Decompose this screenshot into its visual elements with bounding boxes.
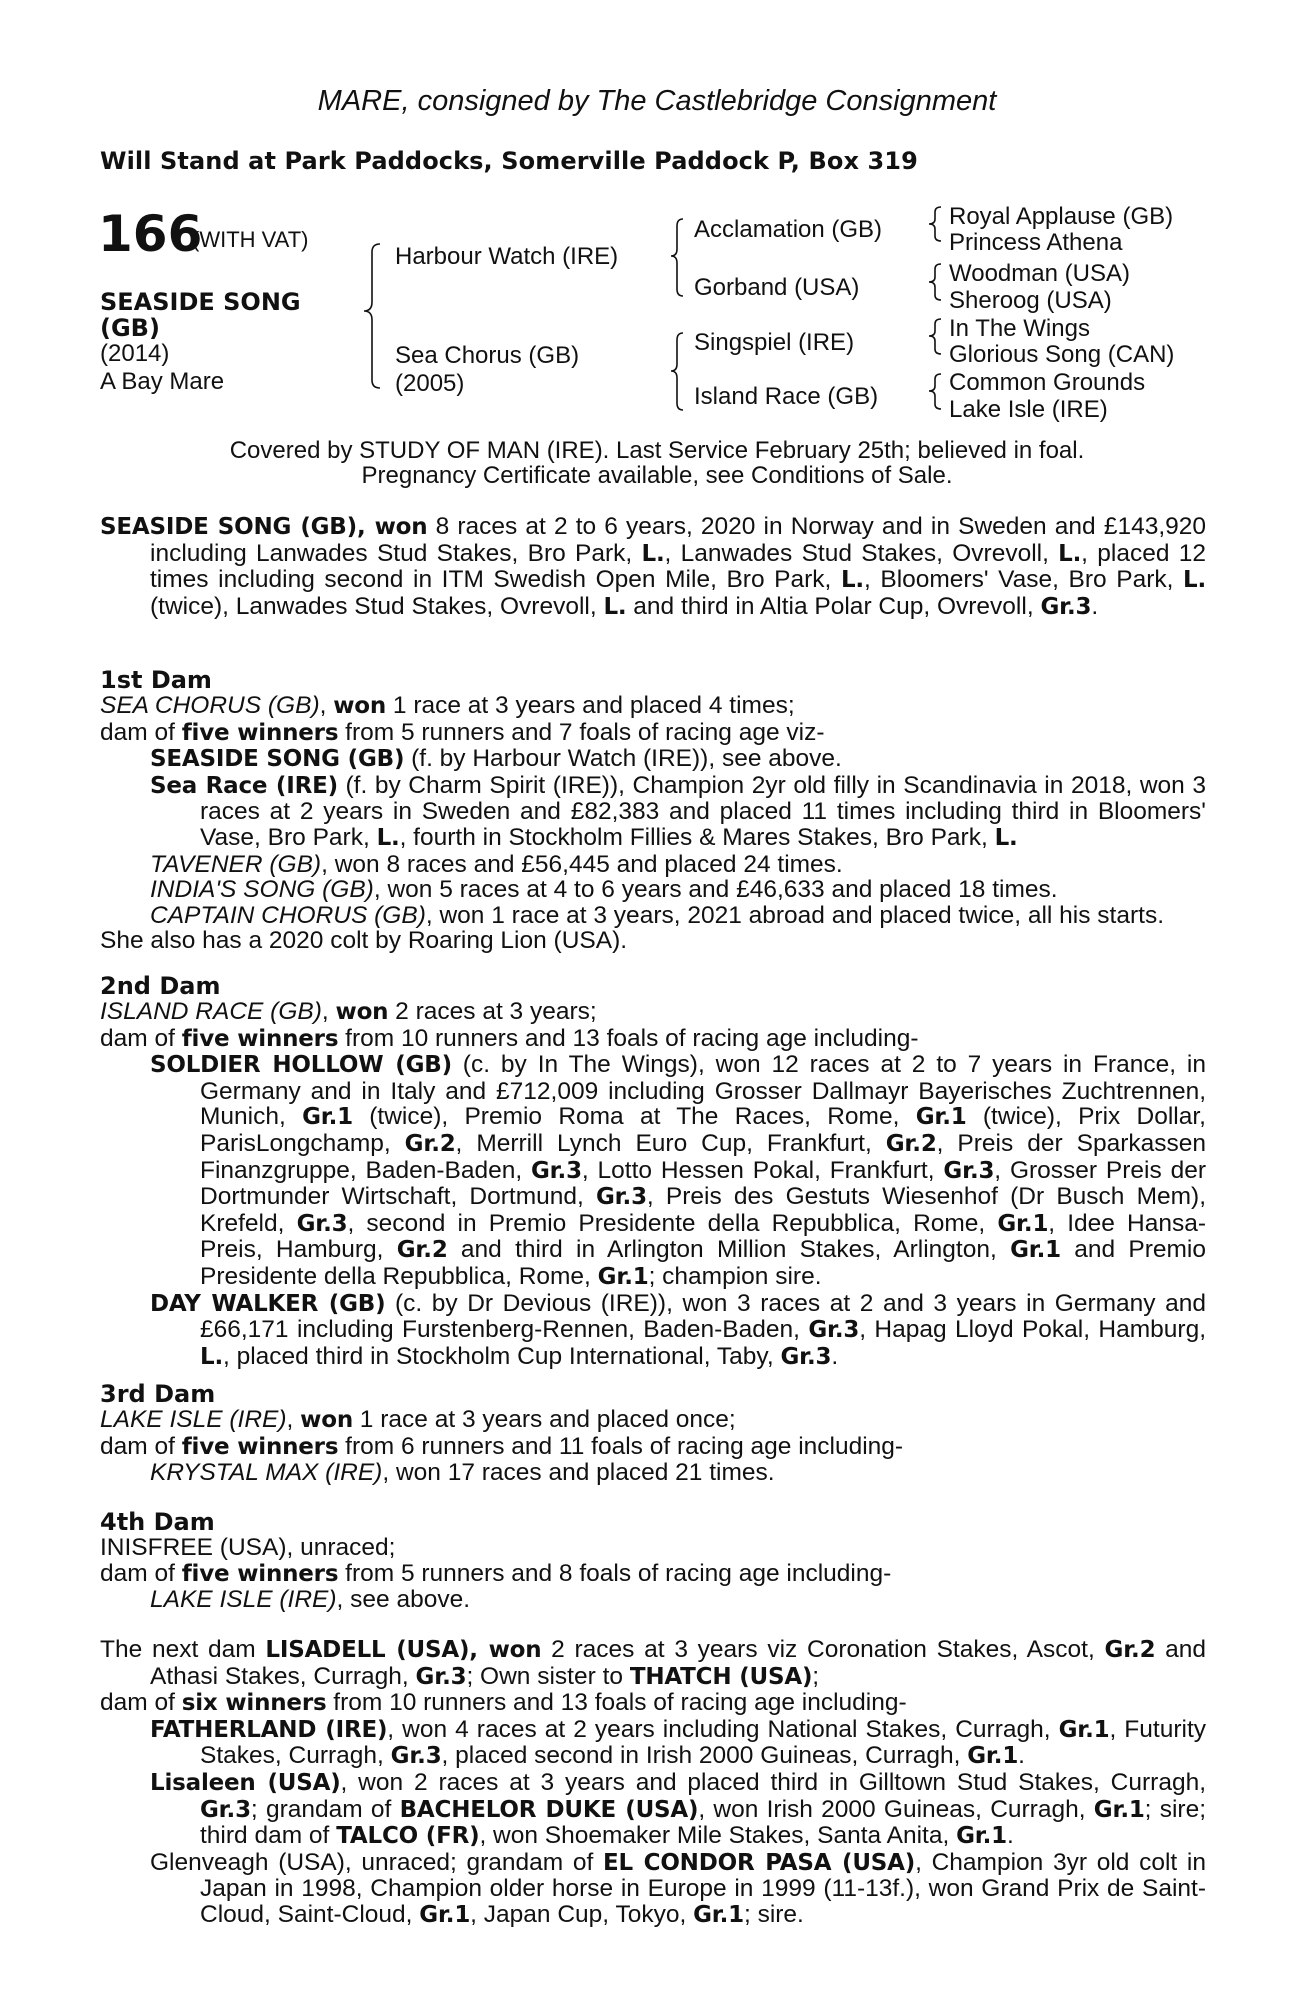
- section-heading: 2nd Dam: [100, 972, 221, 1000]
- sire-dam: Gorband (USA): [694, 274, 860, 301]
- offspring-entry: SOLDIER HOLLOW (GB) (c. by In The Wings), won 12 races at 2 to 7 years in France, in Germany and in Italy and £712,009 including Grosser Dallmayr Bayerisches Zuchtrennen, Munich, Gr.1 (twice), Premio Roma at The Races, Rome, Gr.1 (twice), Prix Dollar, ParisLongchamp, Gr.2, Merrill Lynch Euro Cup, Frankfurt, Gr.2, Preis der Sparkassen Finanzgruppe, Baden-Baden, Gr.3, Lotto Hessen Pokal, Frankfurt, Gr.3, Grosser Preis der Dortmunder Wirtschaft, Dortmund, Gr.3, Preis des Gestuts Wiesenhof (Dr Busch Mem), Krefeld, Gr.3, second in Premio Presidente della Repubblica, Rome, Gr.1, Idee Hansa-Preis, Hamburg, Gr.2 and third in Arlington Million Stakes, Arlington, Gr.1 and Premio Presidente della Repubblica, Rome, Gr.1; champion sire.: [150, 1051, 1206, 1290]
- horse-description: A Bay Mare: [100, 368, 225, 395]
- dam-name: LAKE ISLE (IRE): [100, 1406, 287, 1433]
- sire-sire-sire: Royal Applause (GB): [949, 203, 1174, 230]
- offspring-entry: CAPTAIN CHORUS (GB), won 1 race at 3 years, 2021 abroad and placed twice, all his starts.: [150, 901, 1165, 929]
- next-dam-section: The next dam LISADELL (USA), won 2 races at 3 years viz Coronation Stakes, Ascot, Gr.2 and Athasi Stakes, Curragh, Gr.3; Own sister to THATCH (USA); dam of six winners from 10 runners and 13 foals of racing age including- FATHERLAND (IRE), won 4 races at 2 years including National Stakes, Curragh, Gr.1, Futurity Stakes, Curragh, Gr.3, placed second in Irish 2000 Guineas, Curragh, Gr.1. Lisaleen (USA), won 2 races at 3 years and placed third in Gilltown Stud Stakes, Curragh, Gr.3; grandam of BACHELOR DUKE (USA), won Irish 2000 Guineas, Curragh, Gr.1; sire; third dam of TALCO (FR), won Shoemaker Mile Stakes, Santa Anita, Gr.1. Glenveagh (USA), unraced; grandam of EL CONDOR PASA (USA), Champion 3yr old colt in Japan in 1998, Champion older horse in Europe in 1999 (11-13f.), won Grand Prix de Saint-Cloud, Saint-Cloud, Gr.1, Japan Cup, Tokyo, Gr.1; sire.: [100, 1636, 1207, 1928]
- dam: Sea Chorus (GB): [395, 342, 580, 369]
- offspring-entry: DAY WALKER (GB) (c. by Dr Devious (IRE)), won 3 races at 2 and 3 years in Germany and £66,171 including Furstenberg-Rennen, Baden-Baden, Gr.3, Hapag Lloyd Pokal, Hamburg, L., placed third in Stockholm Cup International, Taby, Gr.3.: [150, 1289, 1206, 1370]
- pedigree-block: [0, 0, 1314, 440]
- first-dam-section: 1st Dam SEA CHORUS (GB), won 1 race at 3 years and placed 4 times; dam of five winners from 5 runners and 7 foals of racing age viz- SEASIDE SONG (GB) (f. by Harbour Watch (IRE)), see above. Sea Race (IRE) (f. by Charm Spirit (IRE)), Champion 2yr old filly in Scandinavia in 2018, won 3 races at 2 years in Sweden and £82,383 and placed 11 times including third in Bloomers' Vase, Bro Park, L., fourth in Stockholm Fillies & Mares Stakes, Bro Park, L. TAVENER (GB), won 8 races and £56,445 and placed 24 times. INDIA'S SONG (GB), won 5 races at 4 to 6 years and £46,633 and placed 18 times. CAPTAIN CHORUS (GB), won 1 race at 3 years, 2021 abroad and placed twice, all his starts. She also has a 2020 colt by Roaring Lion (USA).: [100, 666, 1206, 955]
- offspring-entry: KRYSTAL MAX (IRE), won 17 races and placed 21 times.: [150, 1459, 775, 1487]
- race-summary: SEASIDE SONG (GB), won 8 races at 2 to 6 years, 2020 in Norway and in Sweden and £143,920 including Lanwades Stud Stakes, Bro Park, L., Lanwades Stud Stakes, Ovrevoll, L., placed 12 times including second in ITM Swedish Open Mile, Bro Park, L., Bloomers' Vase, Bro Park, L. (twice), Lanwades Stud Stakes, Ovrevoll, L. and third in Altia Polar Cup, Ovrevoll, Gr.3.: [100, 513, 1207, 620]
- offspring-entry: SEASIDE SONG (GB) (f. by Harbour Watch (IRE)), see above.: [150, 745, 842, 773]
- sire-sire-dam: Princess Athena: [949, 229, 1123, 256]
- section-note: She also has a 2020 colt by Roaring Lion (USA).: [100, 927, 628, 955]
- dam-name: SEA CHORUS (GB): [100, 692, 320, 719]
- offspring-entry: Lisaleen (USA), won 2 races at 3 years and placed third in Gilltown Stud Stakes, Curragh, Gr.3; grandam of BACHELOR DUKE (USA), won Irish 2000 Guineas, Curragh, Gr.1; sire; third dam of TALCO (FR), won Shoemaker Mile Stakes, Santa Anita, Gr.1.: [150, 1768, 1207, 1850]
- horse-year: (2014): [100, 340, 170, 367]
- dam-dam-sire: Common Grounds: [949, 369, 1146, 396]
- summary-name: SEASIDE SONG (GB), won: [100, 514, 428, 540]
- dam-dam-dam: Lake Isle (IRE): [949, 396, 1108, 423]
- offspring-entry: Sea Race (IRE) (f. by Charm Spirit (IRE)), Champion 2yr old filly in Scandinavia in 2018, won 3 races at 2 years in Sweden and £82,383 and placed 11 times including third in Bloomers' Vase, Bro Park, L., fourth in Stockholm Fillies & Mares Stakes, Bro Park, L.: [150, 771, 1206, 851]
- dam-dam: Island Race (GB): [694, 383, 879, 410]
- sire: Harbour Watch (IRE): [395, 243, 619, 270]
- vat-label: (WITH VAT): [192, 227, 309, 252]
- sire-dam-sire: Woodman (USA): [949, 260, 1130, 287]
- second-dam-section: 2nd Dam ISLAND RACE (GB), won 2 races at 3 years; dam of five winners from 10 runners and 13 foals of racing age including- SOLDIER HOLLOW (GB) (c. by In The Wings), won 12 races at 2 to 7 years in France, in Germany and in Italy and £712,009 including Grosser Dallmayr Bayerisches Zuchtrennen, Munich, Gr.1 (twice), Premio Roma at The Races, Rome, Gr.1 (twice), Prix Dollar, ParisLongchamp, Gr.2, Merrill Lynch Euro Cup, Frankfurt, Gr.2, Preis der Sparkassen Finanzgruppe, Baden-Baden, Gr.3, Lotto Hessen Pokal, Frankfurt, Gr.3, Grosser Preis der Dortmunder Wirtschaft, Dortmund, Gr.3, Preis des Gestuts Wiesenhof (Dr Busch Mem), Krefeld, Gr.3, second in Premio Presidente della Repubblica, Rome, Gr.1, Idee Hansa-Preis, Hamburg, Gr.2 and third in Arlington Million Stakes, Arlington, Gr.1 and Premio Presidente della Repubblica, Rome, Gr.1; champion sire. DAY WALKER (GB) (c. by Dr Devious (IRE)), won 3 races at 2 and 3 years in Germany and £66,171 including Furstenberg-Rennen, Baden-Baden, Gr.3, Hapag Lloyd Pokal, Hamburg, L., placed third in Stockholm Cup International, Taby, Gr.3.: [100, 972, 1206, 1370]
- sire-dam-dam: Sheroog (USA): [949, 287, 1112, 314]
- covering-line2: Pregnancy Certificate available, see Conditions of Sale.: [361, 462, 953, 489]
- stabling-location: Will Stand at Park Paddocks, Somerville Paddock P, Box 319: [100, 147, 918, 175]
- third-dam-section: 3rd Dam LAKE ISLE (IRE), won 1 race at 3 years and placed once; dam of five winners from 6 runners and 11 foals of racing age including- KRYSTAL MAX (IRE), won 17 races and placed 21 times.: [100, 1381, 1206, 1486]
- covering-note: [0, 438, 1314, 488]
- dam-sire: Singspiel (IRE): [694, 329, 855, 356]
- section-heading: 1st Dam: [100, 666, 212, 694]
- covering-line1: Covered by STUDY OF MAN (IRE). Last Service February 25th; believed in foal.: [229, 437, 1085, 464]
- offspring-entry: INDIA'S SONG (GB), won 5 races at 4 to 6 years and £46,633 and placed 18 times.: [150, 876, 1058, 904]
- offspring-entry: FATHERLAND (IRE), won 4 races at 2 years including National Stakes, Curragh, Gr.1, Futurity Stakes, Curragh, Gr.3, placed second in Irish 2000 Guineas, Curragh, Gr.1.: [150, 1715, 1206, 1770]
- dam-year: (2005): [395, 370, 465, 397]
- dam-line: INISFREE (USA), unraced;: [100, 1534, 396, 1561]
- page-header: MARE, consigned by The Castlebridge Consignment: [317, 85, 997, 117]
- offspring-entry: LAKE ISLE (IRE), see above.: [150, 1586, 471, 1614]
- sire-sire: Acclamation (GB): [694, 216, 883, 243]
- next-dam-name: LISADELL (USA), won: [265, 1637, 542, 1663]
- fourth-dam-section: 4th Dam INISFREE (USA), unraced; dam of five winners from 5 runners and 8 foals of racing age including- LAKE ISLE (IRE), see above.: [100, 1509, 1206, 1613]
- lot-number: 166: [98, 205, 203, 263]
- dam-sire-sire: In The Wings: [949, 315, 1090, 342]
- section-heading: 3rd Dam: [100, 1380, 216, 1408]
- offspring-entry: Glenveagh (USA), unraced; grandam of EL CONDOR PASA (USA), Champion 3yr old colt in Japan in 1998, Champion older horse in Europe in 1999 (11-13f.), won Grand Prix de Saint-Cloud, Saint-Cloud, Gr.1, Japan Cup, Tokyo, Gr.1; sire.: [150, 1848, 1206, 1928]
- horse-name-line1: SEASIDE SONG: [100, 288, 301, 316]
- dam-name: ISLAND RACE (GB): [100, 998, 322, 1025]
- dam-sire-dam: Glorious Song (CAN): [949, 341, 1175, 368]
- section-heading: 4th Dam: [100, 1508, 215, 1536]
- horse-name-line2: (GB): [100, 314, 160, 342]
- offspring-entry: TAVENER (GB), won 8 races and £56,445 and placed 24 times.: [150, 850, 843, 878]
